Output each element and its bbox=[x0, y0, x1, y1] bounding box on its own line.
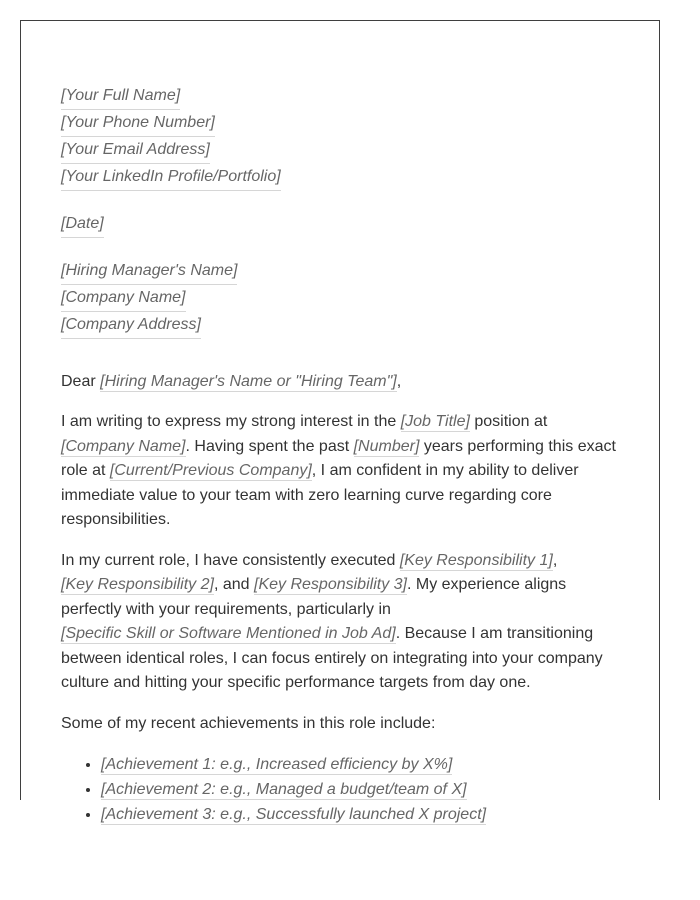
letter-content bbox=[61, 83, 621, 827]
achievement-1-placeholder: [Achievement 1: e.g., Increased efficiency by X%] bbox=[101, 756, 453, 773]
letter-page bbox=[20, 20, 660, 823]
company-name-placeholder: [Company Name] bbox=[61, 437, 186, 455]
sender-block bbox=[61, 83, 621, 191]
recipient-company-placeholder: [Company Name] bbox=[61, 285, 186, 312]
salutation-suffix: , bbox=[396, 373, 402, 390]
paragraph-text: . Having spent the past bbox=[185, 437, 350, 455]
sender-phone-placeholder: [Your Phone Number] bbox=[61, 110, 215, 137]
achievement-item bbox=[101, 777, 621, 802]
paragraph-text: . Because I am transitioning between identical roles, I can focus entirely on integrating into your company culture and hitting your specific performance targets from day one. bbox=[61, 625, 603, 691]
paragraph-text: In my current role, I have consistently executed bbox=[61, 551, 396, 569]
sender-linkedin-placeholder: [Your LinkedIn Profile/Portfolio] bbox=[61, 164, 281, 191]
recipient-address-placeholder: [Company Address] bbox=[61, 312, 201, 339]
salutation-name-placeholder: [Hiring Manager's Name or "Hiring Team"] bbox=[100, 373, 397, 390]
date-block bbox=[61, 211, 621, 238]
recipient-manager-placeholder: [Hiring Manager's Name] bbox=[61, 258, 237, 285]
paragraph-intro bbox=[61, 410, 621, 533]
responsibility-1-placeholder: [Key Responsibility 1] bbox=[399, 551, 553, 569]
paragraph-text: position at bbox=[474, 413, 548, 430]
achievement-item bbox=[101, 752, 621, 777]
paragraph-text: , and bbox=[213, 576, 250, 593]
sender-name-placeholder: [Your Full Name] bbox=[61, 83, 180, 110]
skill-placeholder: [Specific Skill or Software Mentioned in Job Ad] bbox=[61, 625, 396, 642]
paragraph-text: , bbox=[552, 551, 558, 569]
paragraph-experience bbox=[61, 549, 621, 696]
salutation-prefix: Dear bbox=[61, 373, 96, 390]
job-title-placeholder: [Job Title] bbox=[400, 413, 470, 430]
responsibility-2-placeholder: [Key Responsibility 2] bbox=[61, 576, 214, 593]
sender-email-placeholder: [Your Email Address] bbox=[61, 137, 210, 164]
salutation bbox=[61, 369, 621, 394]
paragraph-text: , I am confident in my ability to deliver immediate value to your team with zero learning curve regarding core responsibilities. bbox=[61, 462, 579, 528]
date-placeholder: [Date] bbox=[61, 211, 104, 238]
achievement-item bbox=[101, 802, 621, 827]
achievements-list bbox=[61, 752, 621, 827]
paragraph-text: years performing this exact role at bbox=[61, 437, 616, 479]
current-company-placeholder: [Current/Previous Company] bbox=[109, 462, 312, 479]
achievement-2-placeholder: [Achievement 2: e.g., Managed a budget/team of X] bbox=[101, 781, 467, 798]
paragraph-text: . My experience aligns perfectly with your requirements, particularly in bbox=[61, 576, 567, 618]
achievements-intro: Some of my recent achievements in this role include: bbox=[61, 714, 436, 732]
years-number-placeholder: [Number] bbox=[353, 437, 420, 455]
achievement-3-placeholder: [Achievement 3: e.g., Successfully launched X project] bbox=[101, 806, 487, 823]
recipient-block bbox=[61, 258, 621, 339]
paragraph-text: I am writing to express my strong interest in the bbox=[61, 413, 397, 430]
responsibility-3-placeholder: [Key Responsibility 3] bbox=[254, 576, 407, 593]
